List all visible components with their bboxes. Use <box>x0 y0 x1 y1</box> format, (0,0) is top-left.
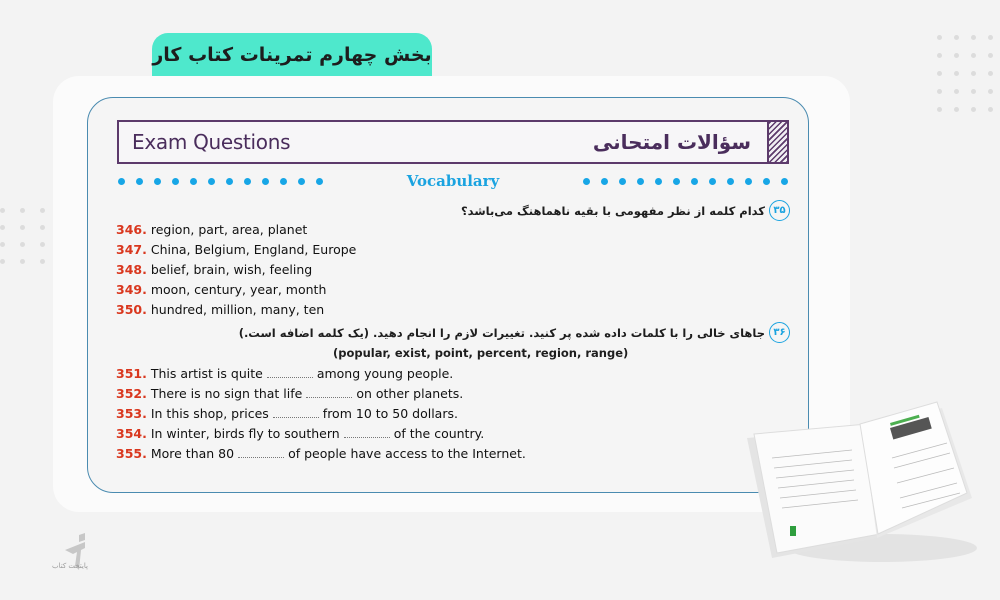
section-title: بخش چهارم تمرینات کتاب کار <box>152 44 432 66</box>
publisher-logo-text: پایتخت کتاب <box>52 562 88 570</box>
blank <box>267 369 313 378</box>
section-title-tab <box>152 33 432 77</box>
list-item: 352. There is no sign that life on other planets. <box>116 386 464 401</box>
question-instruction: جاهای خالی را با کلمات داده شده پر کنید. تغییرات لازم را انجام دهید. (یک کلمه اضافه است.) <box>238 325 765 340</box>
decorative-dot-grid-left <box>0 208 45 264</box>
list-item: 351. This artist is quite among young people. <box>116 366 454 381</box>
dot-row-left <box>118 178 323 185</box>
question-instruction: کدام کلمه از نظر مفهومی با بقیه ناهماهنگ می‌باشد؟ <box>461 203 765 218</box>
blank <box>238 449 284 458</box>
list-item: 354. In winter, birds fly to southern of the country. <box>116 426 485 441</box>
header-english-title: Exam Questions <box>132 130 291 154</box>
question-35-heading <box>461 200 790 221</box>
hatch-decoration <box>767 122 787 162</box>
list-item: 348. belief, brain, wish, feeling <box>116 262 313 277</box>
list-item: 347. China, Belgium, England, Europe <box>116 242 357 257</box>
dot-row-right <box>583 178 788 185</box>
vocabulary-label: Vocabulary <box>406 172 500 190</box>
list-item: 349. moon, century, year, month <box>116 282 327 297</box>
list-item: 350. hundred, million, many, ten <box>116 302 325 317</box>
word-options: (popular, exist, point, percent, region, range) <box>333 346 629 360</box>
header-persian-title: سؤالات امتحانی <box>592 130 751 154</box>
open-workbook-image <box>742 388 980 568</box>
vocabulary-divider <box>118 171 788 191</box>
exam-questions-header <box>117 120 789 164</box>
list-item: 355. More than 80 of people have access to the Internet. <box>116 446 526 461</box>
blank <box>344 429 390 438</box>
question-number-badge: ۳۵ <box>769 200 790 221</box>
blank <box>306 389 352 398</box>
question-36-heading <box>239 322 790 343</box>
question-number-badge: ۳۶ <box>769 322 790 343</box>
blank <box>273 409 319 418</box>
decorative-dot-grid-right <box>937 35 993 112</box>
list-item: 353. In this shop, prices from 10 to 50 dollars. <box>116 406 458 421</box>
list-item: 346. region, part, area, planet <box>116 222 308 237</box>
